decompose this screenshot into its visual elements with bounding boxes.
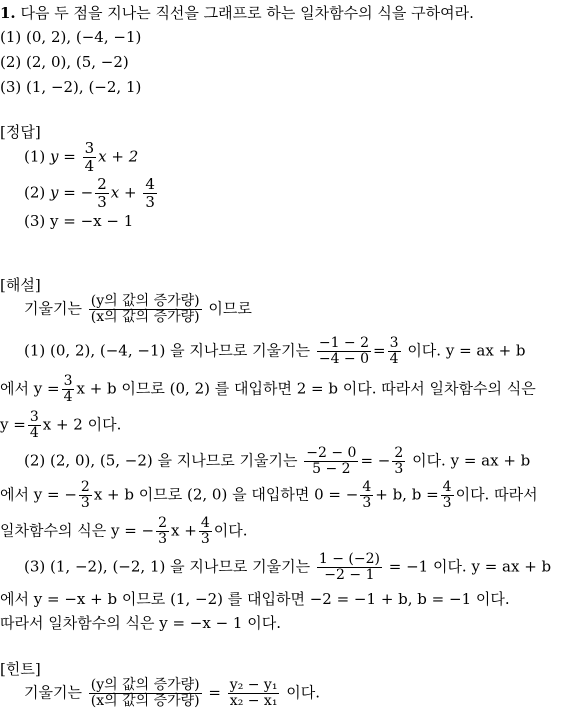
explanation-3-line-3: 따라서 일차함수의 식은 y = −x − 1 이다. <box>0 614 281 632</box>
explanation-1-line-3: y = $\frac{3}{4}$ x + 2 이다. <box>0 409 122 441</box>
explanation-2-line-2: 에서 y = − $\frac{2}{3}$ x + b 이므로 (2, 0) 을 대입하면 0 = − $\frac{4}{3}$ + b, b = $\frac{4}{3}$ 이다. 따라서 <box>0 479 538 511</box>
explanation-2-line-3: 일차함수의 식은 y = − $\frac{2}{3}$ x + $\frac{4}{3}$ 이다. <box>0 515 248 547</box>
slope-suffix: 이므로 <box>208 299 252 318</box>
answer-2 <box>24 176 159 211</box>
answer-2-fraction-2: $\frac{4}{3}$ <box>145 175 155 211</box>
slope-fraction: $\frac{\text{(y의 값의 증가량)}}{\text{(x의 값의 증가량)}}$ <box>90 293 200 325</box>
answer-1-label: (1) <box>24 147 46 166</box>
answer-1 <box>24 140 138 175</box>
hint-eq: = <box>208 683 221 702</box>
explanation-2-line-1: (2) (2, 0), (5, −2) 을 지나므로 기울기는 $\frac{-2 - 0}{5 - 2}$ = − $\frac{2}{3}$ 이다. y = ax + b <box>24 445 531 477</box>
answer-1-tail: x + 2 <box>98 147 139 166</box>
slope-prefix: 기울기는 <box>24 299 82 318</box>
hint-header: [힌트] <box>0 660 41 678</box>
answer-2-lhs: y = − <box>50 183 94 202</box>
explanation-1-line-1: (1) (0, 2), (−4, −1) 을 지나므로 기울기는 $\frac{-1 - 2}{-4 - 0}$ = $\frac{3}{4}$ 이다. y = ax + b <box>24 335 526 367</box>
problem-line <box>0 4 474 22</box>
answer-1-lhs: y = <box>50 147 76 166</box>
explanation-header: [해설] <box>0 276 41 294</box>
hint-formula <box>24 678 320 709</box>
answer-3: (3) y = −x − 1 <box>24 212 134 230</box>
problem-item-3: (3) (1, −2), (−2, 1) <box>0 78 142 96</box>
answer-1-fraction: $\frac{3}{4}$ <box>84 139 95 175</box>
answer-header: [정답] <box>0 123 41 141</box>
explanation-3-line-1: (3) (1, −2), (−2, 1) 을 지나므로 기울기는 $\frac{1 - (-2)}{-2 - 1}$ = −1 이다. y = ax + b <box>24 551 552 583</box>
problem-statement: 다음 두 점을 지나는 직선을 그래프로 하는 일차함수의 식을 구하여라. <box>20 4 474 22</box>
answer-2-mid: x + <box>110 183 137 202</box>
explanation-1-line-2: 에서 y = $\frac{3}{4}$ x + b 이므로 (0, 2) 를 대입하면 2 = b 이다. 따라서 일차함수의 식은 <box>0 373 536 405</box>
problem-item-1: (1) (0, 2), (−4, −1) <box>0 28 142 46</box>
problem-number: 1. <box>0 4 16 22</box>
hint-fraction-1: $\frac{\text{(y의 값의 증가량)}}{\text{(x의 값의 증가량)}}$ <box>90 677 200 709</box>
slope-definition <box>24 294 252 325</box>
hint-suffix: 이다. <box>286 683 320 702</box>
hint-fraction-2: $\frac{\text{y₂ − y₁}}{\text{x₂ − x₁}}$ <box>229 677 278 709</box>
explanation-3-line-2: 에서 y = −x + b 이므로 (1, −2) 를 대입하면 −2 = −1 + b, b = −1 이다. <box>0 590 510 608</box>
hint-prefix: 기울기는 <box>24 683 82 702</box>
answer-2-label: (2) <box>24 183 46 202</box>
problem-item-2: (2) (2, 0), (5, −2) <box>0 53 129 71</box>
answer-2-fraction-1: $\frac{2}{3}$ <box>97 175 107 211</box>
